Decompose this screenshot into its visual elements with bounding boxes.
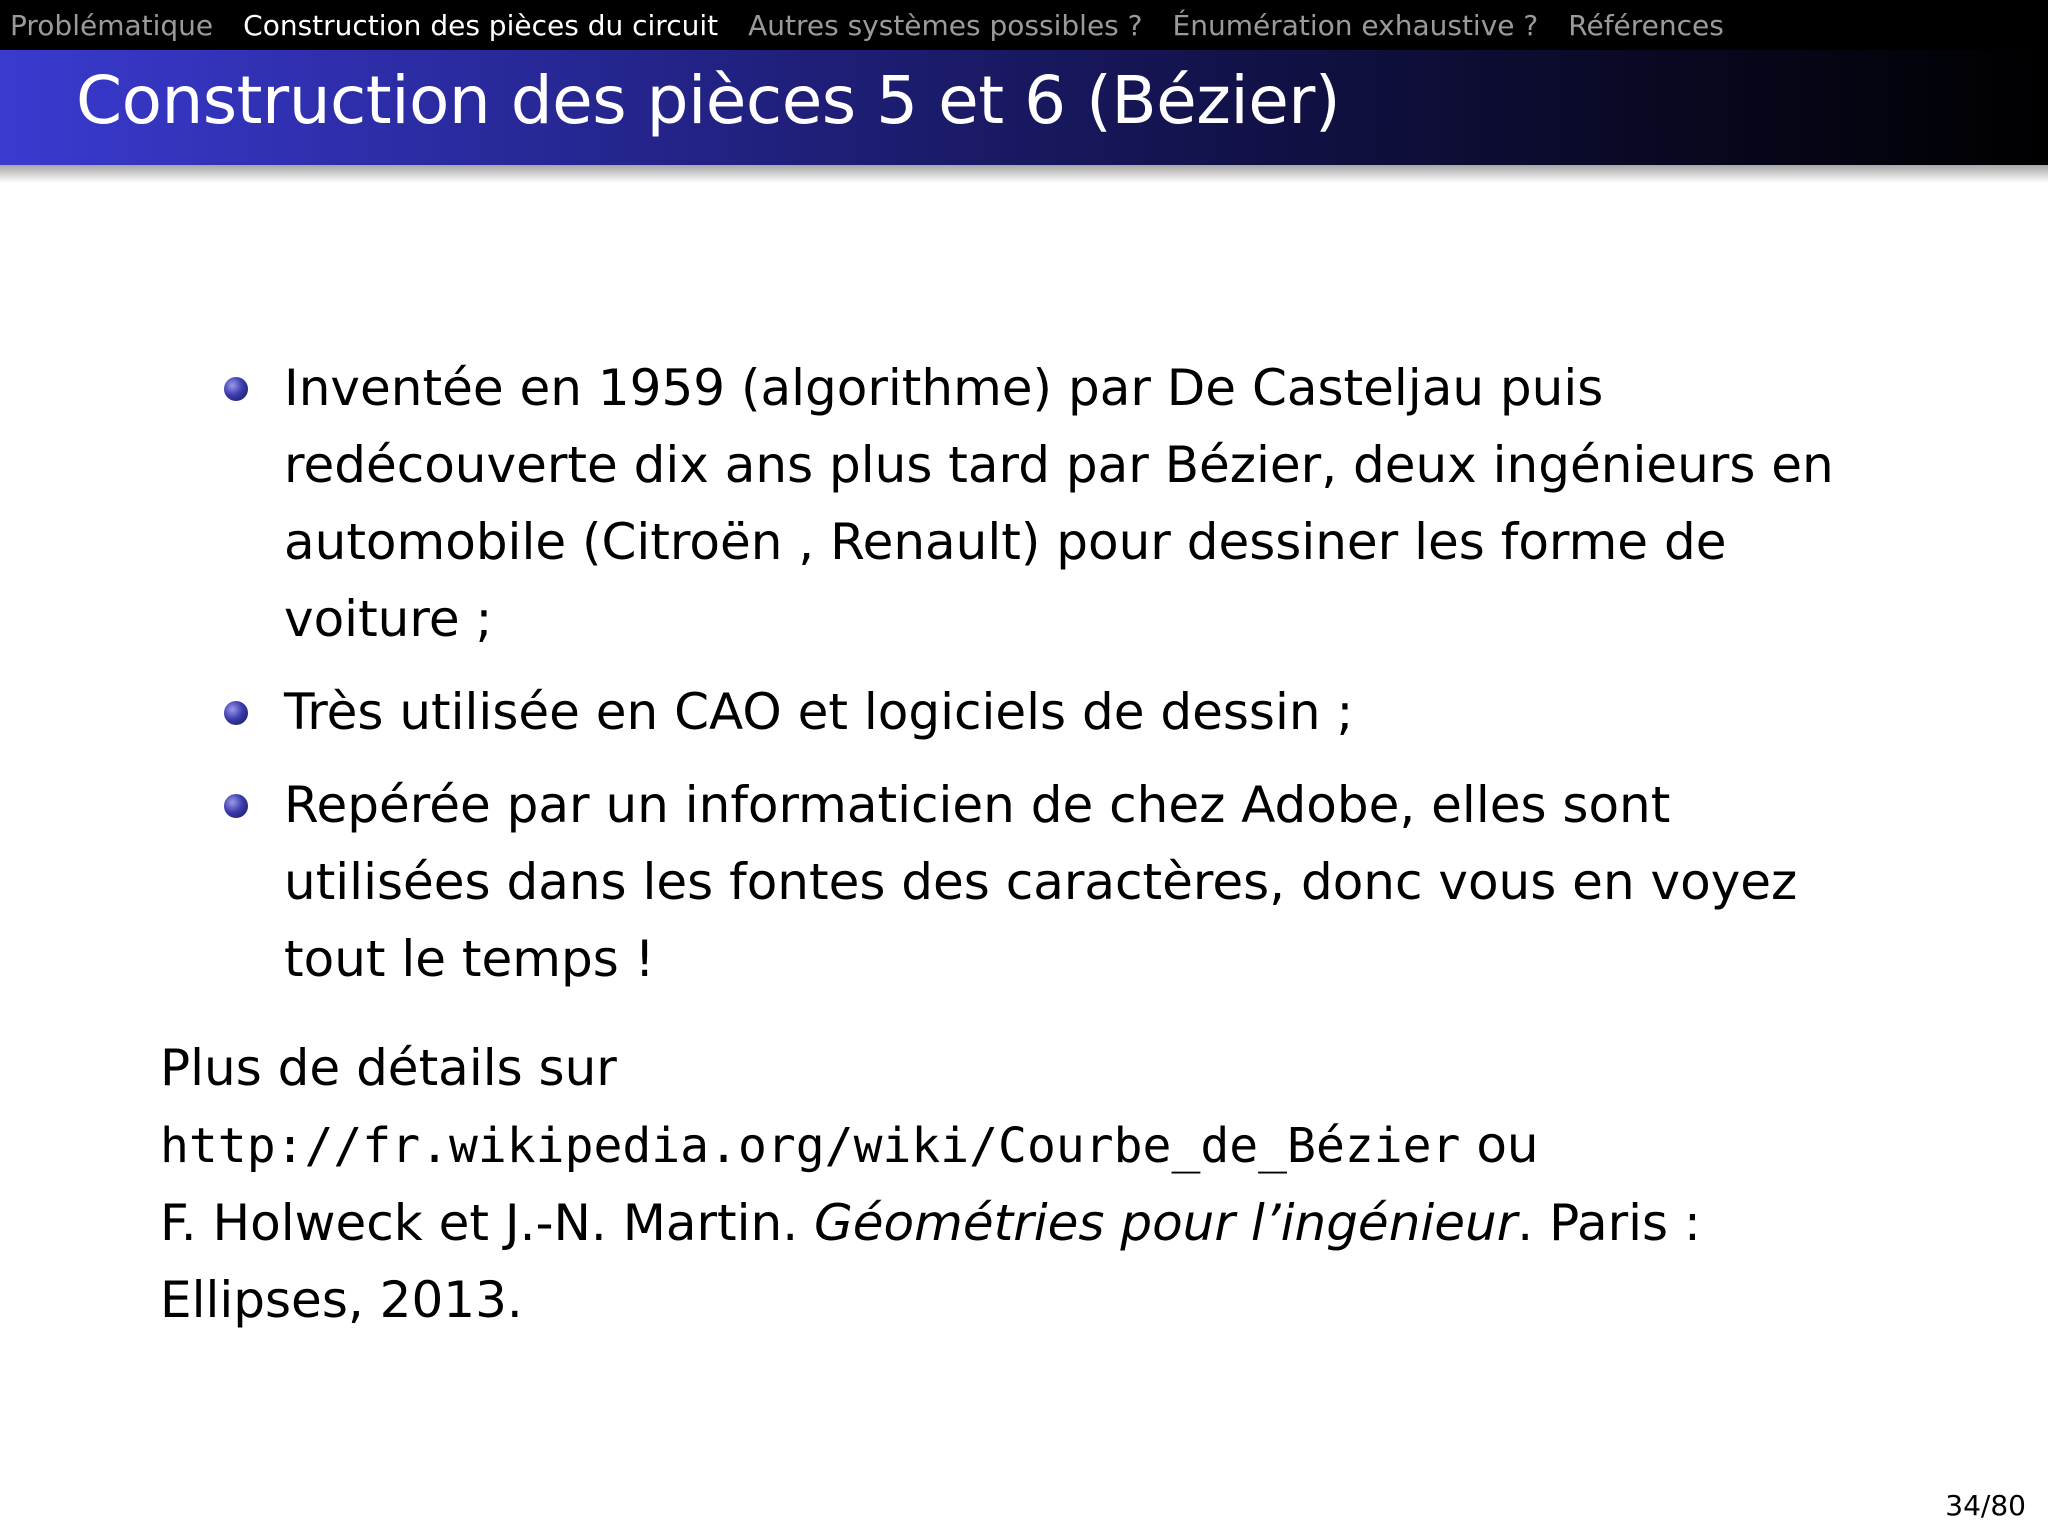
reference-line: [160, 1185, 1960, 1262]
reference-publisher-line: Ellipses, 2013.: [160, 1271, 523, 1329]
wikipedia-link[interactable]: http://fr.wikipedia.org/wiki/Courbe_de_Bézier: [160, 1118, 1461, 1174]
section-navigation-bar: [0, 0, 2048, 50]
frame-title-bar: [0, 50, 2048, 165]
bullet-item: [220, 674, 1880, 751]
bullet-ball-icon: [224, 377, 248, 401]
nav-section-construction[interactable]: Construction des pièces du circuit: [243, 8, 719, 42]
reference-title: Géométries pour l’ingénieur: [814, 1194, 1518, 1252]
reference-publisher: . Paris :: [1517, 1194, 1701, 1252]
bullet-text: Repérée par un informaticien de chez Adobe, elles sont utilisées dans les fontes des caractères, donc vous en voyez tout le temps !: [284, 776, 1798, 988]
reference-authors: F. Holweck et J.-N. Martin.: [160, 1194, 815, 1252]
bullet-ball-icon: [224, 701, 248, 725]
bullet-item: [220, 767, 1880, 998]
frame-title: Construction des pièces 5 et 6 (Bézier): [76, 62, 1341, 139]
bullet-text: Très utilisée en CAO et logiciels de dessin ;: [284, 683, 1354, 741]
bullet-list: [220, 350, 1880, 1014]
bullet-text: Inventée en 1959 (algorithme) par De Casteljau puis redécouverte dix ans plus tard par Bézier, deux ingénieurs en automobile (Citroën , Renault) pour dessiner les forme de voiture ;: [284, 359, 1834, 648]
nav-section-autres-systemes[interactable]: Autres systèmes possibles ?: [748, 8, 1143, 42]
bullet-ball-icon: [224, 794, 248, 818]
bullet-item: [220, 350, 1880, 658]
details-paragraph: [160, 1030, 1960, 1339]
nav-section-enumeration[interactable]: Énumération exhaustive ?: [1172, 8, 1539, 42]
details-connector: ou: [1460, 1116, 1539, 1174]
title-bar-shadow: [0, 165, 2048, 183]
nav-section-problematique[interactable]: Problématique: [10, 8, 214, 42]
details-intro: Plus de détails sur: [160, 1039, 617, 1097]
page-number: 34/80: [1945, 1489, 2026, 1522]
details-link-line: [160, 1107, 1960, 1185]
nav-section-references[interactable]: Références: [1568, 8, 1724, 42]
